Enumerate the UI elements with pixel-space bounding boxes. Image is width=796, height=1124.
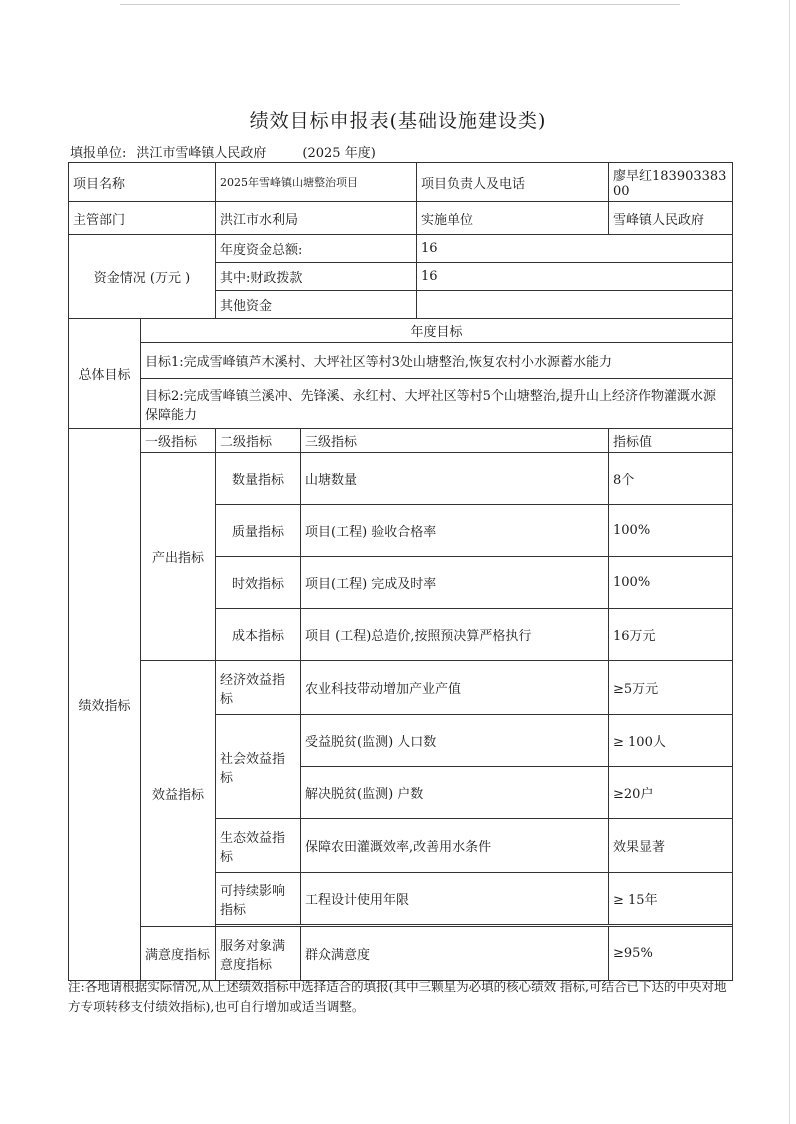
perf-header-l3: 三级指标	[301, 429, 609, 453]
dept-row	[69, 202, 733, 235]
funds-other-value	[417, 291, 733, 319]
benefit-label: 效益指标	[141, 661, 216, 927]
output-value: 100%	[609, 557, 733, 609]
perf-header-row	[69, 429, 733, 453]
perf-header-l2: 二级指标	[216, 429, 301, 453]
satisfaction-l1: 满意度指标	[141, 927, 216, 981]
output-l3: 山塘数量	[301, 453, 609, 505]
goals-label: 总体目标	[69, 319, 141, 429]
ecological-value: 效果显著	[609, 819, 733, 873]
social-value: ≥20户	[609, 767, 733, 819]
project-name-value: 2025年雪峰镇山塘整治项目	[216, 163, 417, 202]
ecological-l3: 保障农田灌溉效率,改善用水条件	[301, 819, 609, 873]
funds-total-value: 16	[417, 235, 733, 263]
perf-header-l1: 一级指标	[141, 429, 216, 453]
project-name-row	[69, 163, 733, 202]
sustain-l2: 可持续影响指标	[216, 873, 301, 925]
perf-label: 绩效指标	[69, 429, 141, 981]
scan-right-edge	[789, 0, 790, 1124]
filler-label: 填报单位:	[70, 146, 127, 161]
funds-fiscal-value: 16	[417, 263, 733, 291]
dept-label: 主管部门	[69, 202, 216, 235]
performance-table	[68, 162, 733, 981]
ecological-l2: 生态效益指标	[216, 819, 301, 873]
output-l2: 时效指标	[216, 557, 301, 609]
impl-value: 雪峰镇人民政府	[609, 202, 733, 235]
economic-l3: 农业科技带动增加产业产值	[301, 661, 609, 715]
social-l3: 解决脱贫(监测) 户数	[301, 767, 609, 819]
sustain-value: ≥ 15年	[609, 873, 733, 925]
table-row	[69, 927, 733, 981]
dept-value: 洪江市水利局	[216, 202, 417, 235]
contact-value: 廖早红18390338300	[609, 163, 733, 202]
goal2-text: 目标2:完成雪峰镇兰溪冲、先锋溪、永红村、大坪社区等村5个山塘整治,提升山上经济作物灌溉水源保障能力	[141, 379, 733, 429]
satisfaction-value: ≥95%	[609, 927, 733, 981]
table-row	[69, 661, 733, 715]
page-title: 绩效目标申报表(基础设施建设类)	[249, 110, 547, 132]
social-value: ≥ 100人	[609, 715, 733, 767]
funds-other-label: 其他资金	[216, 291, 417, 319]
footnote: 注:各地请根据实际情况,从上述绩效指标中选择适合的填报(其中三颗星为必填的核心绩效 指标,可结合已下达的中央对地方专项转移支付绩效指标),也可自行增加或适当调整。	[68, 979, 727, 1014]
satisfaction-l3: 群众满意度	[301, 927, 609, 981]
filler-unit: 洪江市雪峰镇人民政府	[136, 146, 267, 161]
perf-header-value: 指标值	[609, 429, 733, 453]
sustain-l3: 工程设计使用年限	[301, 873, 609, 925]
economic-value: ≥5万元	[609, 661, 733, 715]
social-l2: 社会效益指标	[216, 715, 301, 819]
output-l3: 项目(工程) 验收合格率	[301, 505, 609, 557]
filler-year: (2025 年度)	[302, 146, 376, 161]
output-l2: 数量指标	[216, 453, 301, 505]
output-l2: 成本指标	[216, 609, 301, 661]
output-l2: 质量指标	[216, 505, 301, 557]
output-l3: 项目 (工程)总造价,按照预决算严格执行	[301, 609, 609, 661]
satisfaction-l2: 服务对象满意度指标	[216, 927, 301, 981]
economic-l2: 经济效益指标	[216, 661, 301, 715]
goal1-row	[69, 343, 733, 379]
impl-label: 实施单位	[417, 202, 609, 235]
table-row	[69, 453, 733, 505]
output-value: 100%	[609, 505, 733, 557]
filler-line	[70, 142, 376, 161]
funds-label: 资金情况 (万元 )	[69, 235, 216, 319]
social-l3: 受益脱贫(监测) 人口数	[301, 715, 609, 767]
goal2-row	[69, 379, 733, 429]
funds-total-row	[69, 235, 733, 263]
funds-fiscal-label: 其中:财政拨款	[216, 263, 417, 291]
funds-total-label: 年度资金总额:	[216, 235, 417, 263]
goals-header-row	[69, 319, 733, 343]
output-l3: 项目(工程) 完成及时率	[301, 557, 609, 609]
project-name-label: 项目名称	[69, 163, 216, 202]
goals-header: 年度目标	[141, 319, 733, 343]
contact-label: 项目负责人及电话	[417, 163, 609, 202]
output-value: 8个	[609, 453, 733, 505]
scan-top-edge	[120, 4, 680, 5]
output-label: 产出指标	[141, 453, 216, 661]
output-value: 16万元	[609, 609, 733, 661]
goal1-text: 目标1:完成雪峰镇芦木溪村、大坪社区等村3处山塘整治,恢复农村小水源蓄水能力	[141, 343, 733, 379]
